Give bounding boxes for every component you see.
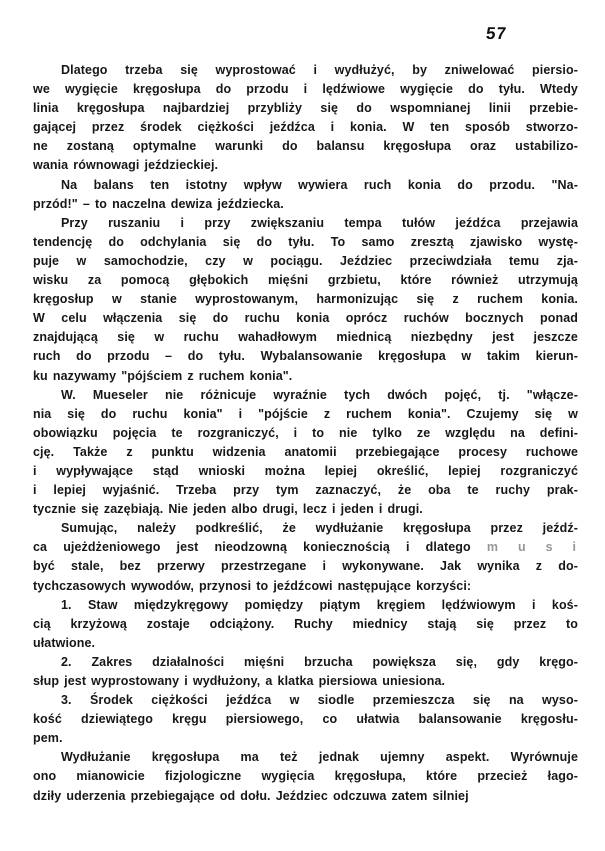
text-line: tendencję do odchylania się do tyłu. To samo zresztą zjawisko wystę- bbox=[33, 234, 578, 249]
text-line: 1. Staw międzykręgowy pomiędzy piątym kręgiem lędźwiowym i koś- bbox=[61, 597, 578, 612]
text-line: ruch do przodu – do tyłu. Wybalansowanie kręgosłupa w takim kierun- bbox=[33, 349, 578, 364]
paragraph bbox=[33, 61, 578, 176]
text-line bbox=[33, 538, 578, 557]
page-text bbox=[33, 61, 578, 806]
paragraph bbox=[33, 176, 578, 214]
faded-print-text: m u s i bbox=[486, 540, 579, 555]
text-line: 2. Zakres działalności mięśni brzucha powiększa się, gdy kręgo- bbox=[61, 654, 578, 669]
text-line: być stale, bez przerwy przestrzegane i wykonywane. Jak wynika z do- bbox=[33, 559, 578, 574]
text-line: słup jest wyprostowany i wydłużony, a klatka piersiowa uniesiona. bbox=[33, 674, 446, 688]
text-line: we wygięcie kręgosłupa do przodu i lędźwiowe wygięcie do tyłu. Wtedy bbox=[33, 82, 578, 97]
text-line: dziły uderzenia przebiegające od dołu. Jeździec odczuwa zatem silniej bbox=[33, 788, 469, 803]
text-line: ono mianowicie fizjologiczne wygięcia kręgosłupa, które przecież łago- bbox=[33, 769, 578, 784]
paragraph bbox=[33, 748, 578, 805]
text-line: linia kręgosłupa najbardziej przybliży się do wspomnianej linii przebie- bbox=[33, 101, 578, 116]
text-line: W celu włączenia się do ruchu konia oprócz ruchów bocznych ponad bbox=[33, 311, 578, 326]
text-line: przód!" – to naczelna dewiza jeździecka. bbox=[33, 196, 284, 211]
text-line: ku nazywamy "pójściem z ruchem konia". bbox=[33, 368, 293, 383]
paragraph bbox=[33, 596, 578, 653]
text-line: gającej przez środek ciężkości jeźdźca i konia. W ten sposób stworzo- bbox=[33, 120, 578, 135]
text-line: kręgosłup w stanie wyprostowanym, harmonizując się z ruchem konia. bbox=[33, 292, 578, 307]
text-line: obowiązku pojęcia te rozgraniczyć, i to nie tylko ze względu na defini- bbox=[33, 425, 578, 440]
text-line: nia się do ruchu konia" i "pójście z ruchem konia". Czujemy się w bbox=[33, 406, 578, 421]
paragraph bbox=[33, 214, 578, 386]
text-line: tychczasowych wywodów, przynosi to jeźdźcowi następujące korzyści: bbox=[33, 578, 472, 593]
text-line: ułatwione. bbox=[33, 635, 96, 650]
text-line: cią krzyżową zostaje odciążony. Ruchy miednicy stają się przez to bbox=[33, 616, 578, 631]
text-line: i lepiej wyjaśnić. Trzeba przy tym zaznaczyć, że oba te ruchy prak- bbox=[33, 483, 578, 498]
text-line: ne zostaną optymalne warunki do balansu kręgosłupa oraz ustabilizo- bbox=[33, 139, 578, 154]
paragraph bbox=[33, 519, 578, 595]
text-line: Dlatego trzeba się wyprostować i wydłużyć, by zniwelować piersio- bbox=[61, 63, 578, 77]
text-line: tycznie się zazębiają. Nie jeden albo drugi, lecz i jeden i drugi. bbox=[33, 502, 423, 517]
text-line: Sumując, należy podkreślić, że wydłużanie kręgosłupa przez jeźdź- bbox=[61, 521, 578, 536]
text-line: znajdującą się w ruchu wahadłowym miednicą niezbędny jest jeszcze bbox=[33, 330, 578, 345]
text-line: Na balans ten istotny wpływ wywiera ruch konia do przodu. "Na- bbox=[61, 177, 578, 192]
page-number: 57 bbox=[485, 24, 508, 43]
text-line: i wypływające stąd wnioski można lepiej określić, lepiej rozgraniczyć bbox=[33, 463, 578, 478]
text-line: pem. bbox=[33, 731, 63, 746]
paragraph bbox=[33, 386, 578, 520]
text-line: Przy ruszaniu i przy zwiększaniu tempa tułów jeźdźca przejawia bbox=[61, 215, 578, 230]
text-line: wania równowagi jeździeckiej. bbox=[33, 158, 219, 173]
text-line: kość dziewiątego kręgu piersiowego, co ułatwia balansowanie kręgosłu- bbox=[33, 712, 578, 727]
text-line: W. Mueseler nie różnicuje wyraźnie tych dwóch pojęć, tj. "włącze- bbox=[61, 387, 578, 402]
text-segment: ca ujeżdżeniowego jest nieodzowną koniecznością i dlatego bbox=[33, 540, 471, 555]
text-line: wisku za pomocą głębokich mięśni grzbietu, które również utrzymują bbox=[33, 273, 578, 288]
text-line: puje w samochodzie, czy w pociągu. Jeździec przeciwdziała temu zja- bbox=[33, 253, 578, 268]
paragraph bbox=[33, 653, 578, 691]
text-line: Wydłużanie kręgosłupa ma też jednak ujemny aspekt. Wyrównuje bbox=[61, 750, 578, 765]
text-line: cję. Także z punktu widzenia anatomii przebiegające procesy ruchowe bbox=[33, 444, 578, 459]
paragraph bbox=[33, 691, 578, 748]
text-line: 3. Środek ciężkości jeźdźca w siodle przemieszcza się na wyso- bbox=[61, 693, 578, 708]
